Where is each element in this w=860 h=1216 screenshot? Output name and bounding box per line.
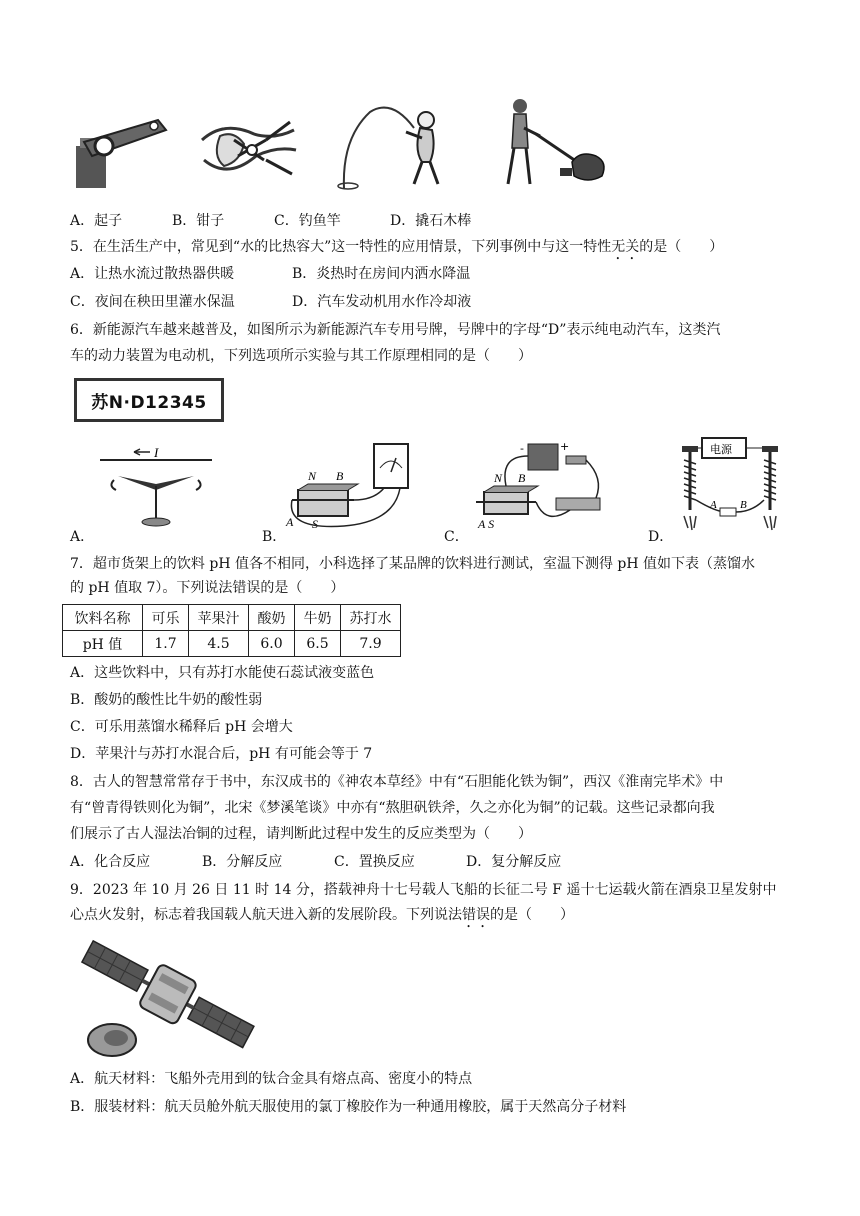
table-cell: 牛奶 [295, 605, 341, 631]
table-header-row [63, 605, 401, 631]
q5-option-b: B．炎热时在房间内洒水降温 [292, 266, 471, 282]
q5-stem [70, 237, 723, 263]
table-cell: 1.7 [143, 631, 189, 657]
q5-option-d: D．汽车发动机用水作冷却液 [292, 294, 472, 310]
q8-stem-line-1: 8．古人的智慧常常存于书中，东汉成书的《神农本草经》中有“石胆能化铁为铜”，西汉《淮南完毕术》中 [70, 774, 724, 790]
q6-option-a: A． [70, 529, 95, 545]
q9-stem-text: 心点火发射，标志着我国载人航天进入新的发展阶段。下列说法 [70, 907, 462, 923]
q7-stem-line-2: 的 pH 值取 7）。下列说法错误的是（ ） [70, 580, 345, 596]
power-supply-label: 电源 [710, 443, 732, 456]
q9-stem-emphasis: 错误 [462, 907, 490, 923]
q5-stem-text: 5．在生活生产中，常见到“水的比热容大”这一特性的应用情景，下列事例中与这一特性 [70, 239, 612, 255]
table-cell: 7.9 [341, 631, 401, 657]
q8-stem-line-2: 有“曾青得铁则化为铜”，北宋《梦溪笔谈》中亦有“熬胆矾铁斧，久之亦化为铜”的记载。这些记录都向我 [70, 800, 715, 816]
svg-text:-: - [520, 442, 524, 455]
q8-option-b: B．分解反应 [202, 854, 283, 870]
b-label-a: A [286, 515, 294, 529]
table-cell: 6.5 [295, 631, 341, 657]
q7-option-a: A．这些饮料中，只有苏打水能使石蕊试液变蓝色 [70, 665, 375, 681]
q7-option-b: B．酸奶的酸性比牛奶的酸性弱 [70, 692, 263, 708]
b-label-n: N [308, 469, 317, 483]
q6-stem-line-2: 车的动力装置为电动机，下列选项所示实验与其工作原理相同的是（ ） [70, 348, 532, 364]
table-row [63, 631, 401, 657]
crowbar-icon [490, 98, 610, 188]
c-label-as: A S [478, 517, 495, 531]
current-label: I [154, 446, 159, 460]
q5-stem-emphasis: 无关 [611, 239, 640, 255]
q8-option-c: C．置换反应 [334, 854, 415, 870]
table-cell: 酸奶 [249, 605, 295, 631]
c-label-b: B [518, 471, 526, 485]
table-cell: pH 值 [63, 631, 143, 657]
q4-option-d: D．撬石木棒 [390, 213, 472, 229]
q8-option-d: D．复分解反应 [466, 854, 562, 870]
q9-option-a: A．航天材料：飞船外壳用到的钛合金具有熔点高、密度小的特点 [70, 1071, 473, 1087]
q4-option-c: C．钓鱼竿 [274, 213, 341, 229]
q6-option-c: C． [444, 529, 469, 545]
q6-stem-line-1: 6．新能源汽车越来越普及，如图所示为新能源汽车专用号牌，号牌中的字母“D”表示纯电动汽车，这类汽 [70, 322, 721, 338]
q6-option-b: B． [262, 529, 287, 545]
bottle-opener-icon [70, 112, 170, 188]
q9-stem-line-1: 9．2023 年 10 月 26 日 11 时 14 分，搭载神舟十七号载人飞船的长征二号 F 遥十七运载火箭在酒泉卫星发射中 [70, 882, 777, 898]
table-cell: 可乐 [143, 605, 189, 631]
svg-text:+: + [560, 440, 570, 453]
q8-stem-line-3: 们展示了古人湿法冶铜的过程，请判断此过程中发生的反应类型为（ ） [70, 826, 532, 842]
license-plate: 苏N·D12345 [74, 378, 224, 422]
q7-option-c: C．可乐用蒸馏水稀释后 pH 会增大 [70, 719, 293, 735]
motor-experiment-figure [470, 438, 610, 532]
d-label-a: A [710, 499, 717, 511]
q4-option-b: B．钳子 [172, 213, 225, 229]
q9-stem-line-2 [70, 905, 574, 931]
q9-stem-tail: 的是（ ） [490, 907, 574, 923]
b-label-b: B [336, 469, 344, 483]
b-label-s: S [312, 517, 318, 531]
table-cell: 饮料名称 [63, 605, 143, 631]
c-label-n: N [494, 471, 503, 485]
oersted-experiment-figure [96, 446, 216, 532]
q4-option-a: A．起子 [70, 213, 123, 229]
spacecraft-image [72, 930, 262, 1062]
ph-table [62, 604, 401, 657]
pliers-icon [194, 100, 304, 190]
fishing-rod-icon [330, 98, 460, 194]
table-cell: 6.0 [249, 631, 295, 657]
table-cell: 苏打水 [341, 605, 401, 631]
electromagnet-experiment-figure [676, 436, 786, 532]
q6-option-d: D． [648, 529, 674, 545]
q9-option-b: B．服装材料：航天员舱外航天服使用的氯丁橡胶作为一种通用橡胶，属于天然高分子材料 [70, 1099, 627, 1115]
d-label-b: B [740, 499, 747, 511]
induction-experiment-figure [284, 440, 414, 532]
table-cell: 4.5 [189, 631, 249, 657]
table-cell: 苹果汁 [189, 605, 249, 631]
q5-option-c: C．夜间在秧田里灌水保温 [70, 294, 235, 310]
q5-option-a: A．让热水流过散热器供暖 [70, 266, 235, 282]
q8-option-a: A．化合反应 [70, 854, 151, 870]
q7-option-d: D．苹果汁与苏打水混合后，pH 有可能会等于 7 [70, 746, 373, 762]
q5-stem-tail: 的是（ ） [639, 239, 724, 255]
q7-stem-line-1: 7．超市货架上的饮料 pH 值各不相同，小科选择了某品牌的饮料进行测试，室温下测得 pH 值如下表（蒸馏水 [70, 556, 756, 572]
